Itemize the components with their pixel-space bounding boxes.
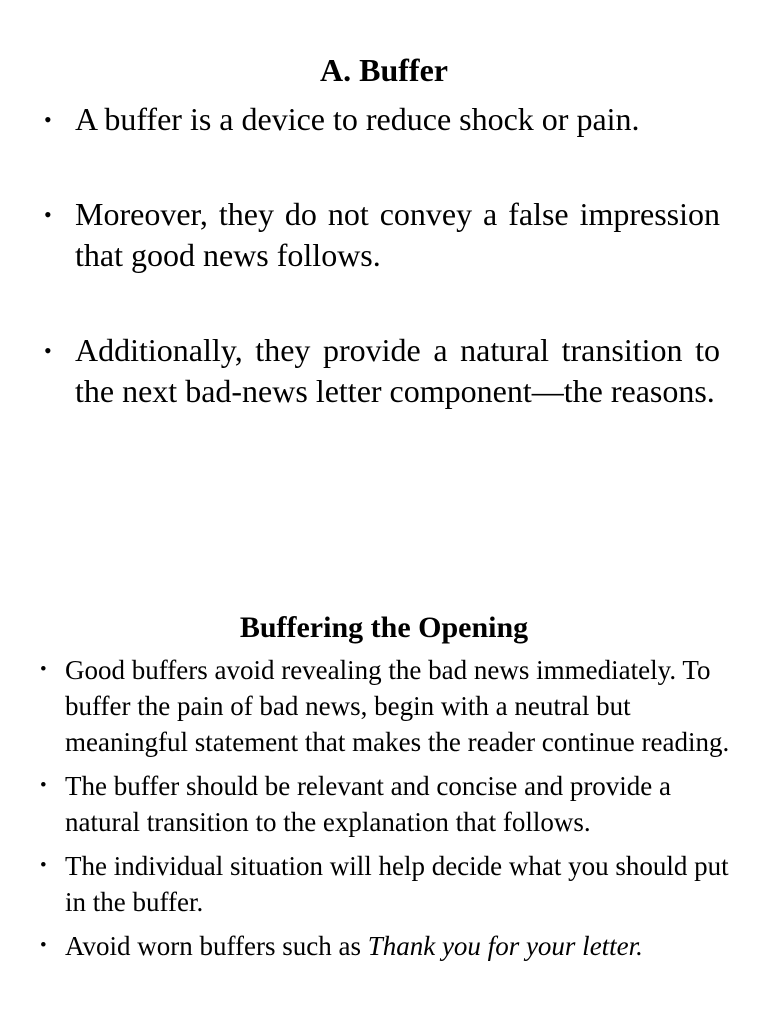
bullet-text: The buffer should be relevant and concise and provide a natural transition to the explanation that follows. <box>65 771 672 837</box>
bullet-text-italic: Thank you for your letter. <box>367 931 643 961</box>
bullet-icon: • <box>40 855 47 876</box>
bullet-text <box>65 928 730 964</box>
bullet-item <box>44 194 720 276</box>
bullet-item <box>40 768 730 840</box>
bullet-icon: • <box>40 775 47 796</box>
bullet-text-plain: Avoid worn buffers such as <box>65 931 368 961</box>
bullet-icon: • <box>44 107 52 132</box>
bullet-icon: • <box>40 935 47 956</box>
slide-title: Buffering the Opening <box>239 611 529 644</box>
bullet-icon: • <box>40 659 47 680</box>
bullet-icon: • <box>44 202 52 227</box>
bullet-item <box>44 330 720 412</box>
bullet-text: Moreover, they do not convey a false impression that good news follows. <box>75 196 720 273</box>
slide-buffering-the-opening <box>0 560 768 1024</box>
slide-title: A. Buffer <box>320 52 448 88</box>
bullet-text: The individual situation will help decide what you should put in the buffer. <box>65 851 729 917</box>
bullet-item <box>40 652 730 760</box>
bullet-text: Additionally, they provide a natural transition to the next bad-news letter component—the reasons. <box>75 332 720 409</box>
bullet-item <box>40 848 730 920</box>
bullet-list <box>40 652 730 964</box>
bullet-text: A buffer is a device to reduce shock or pain. <box>75 101 640 137</box>
bullet-item <box>44 99 720 140</box>
bullet-item <box>40 928 730 964</box>
bullet-text: Good buffers avoid revealing the bad news immediately. To buffer the pain of bad news, begin with a neutral but meaningful statement that makes the reader continue reading. <box>65 655 730 757</box>
bullet-list <box>44 99 720 412</box>
bullet-icon: • <box>44 338 52 363</box>
